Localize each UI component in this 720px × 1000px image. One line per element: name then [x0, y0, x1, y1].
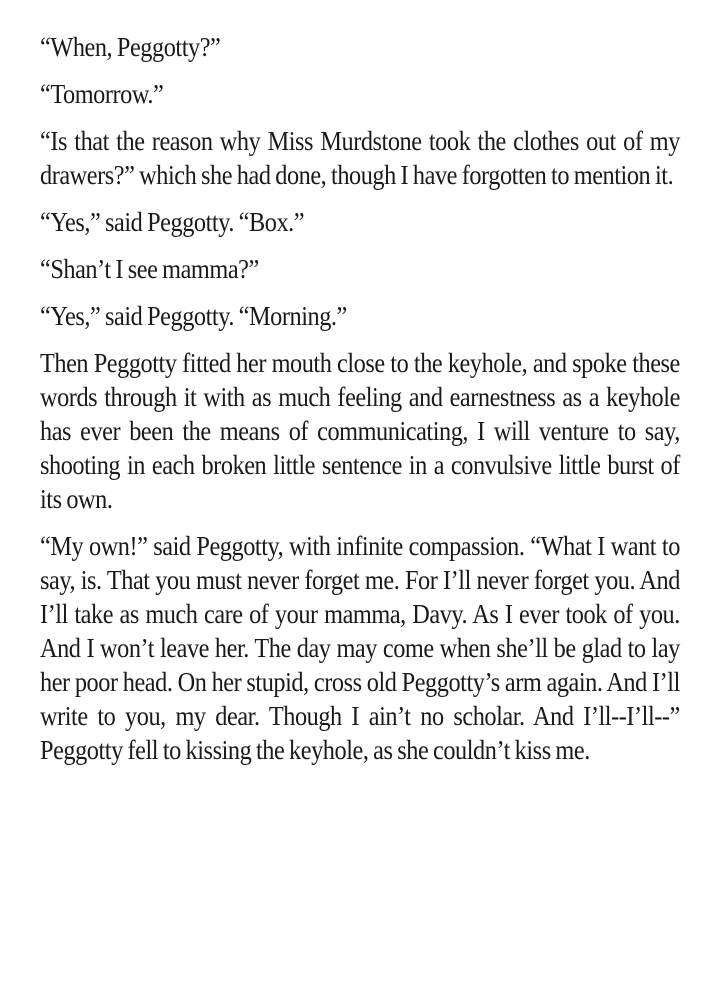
paragraph-when: “When, Peggotty?” — [40, 32, 221, 62]
paragraph-box: “Yes,” said Peggotty. “Box.” — [40, 207, 305, 237]
paragraph-see-mamma: “Shan’t I see mamma?” — [40, 254, 259, 284]
paragraph-morning: “Yes,” said Peggotty. “Morning.” — [40, 301, 347, 331]
paragraph-keyhole: Then Peggotty fitted her mouth close to the keyhole, and spoke these words through it with as much feeling and earnestness as a keyhole has ever been the means of communicating, I will venture to say, shooting in each broken little sentence in a convulsive little burst of its own. — [40, 348, 680, 514]
paragraph-tomorrow: “Tomorrow.” — [40, 79, 164, 109]
paragraph-my-own: “My own!” said Peggotty, with infinite compassion. “What I want to say, is. That you must never forget me. For I’ll never forget you. And I’ll take as much care of your mamma, Davy. As I ever took of you. And I won’t leave her. The day may come when she’ll be glad to lay her poor head. On her stupid, cross old Peggotty’s arm again. And I’ll write to you, my dear. Though I ain’t no scholar. And I’ll--I’ll--” Peggotty fell to kissing the keyhole, as she couldn’t kiss me. — [40, 531, 680, 765]
paragraph-clothes: “Is that the reason why Miss Murdstone took the clothes out of my drawers?” which she had done, though I have forgotten to mention it. — [40, 126, 680, 190]
